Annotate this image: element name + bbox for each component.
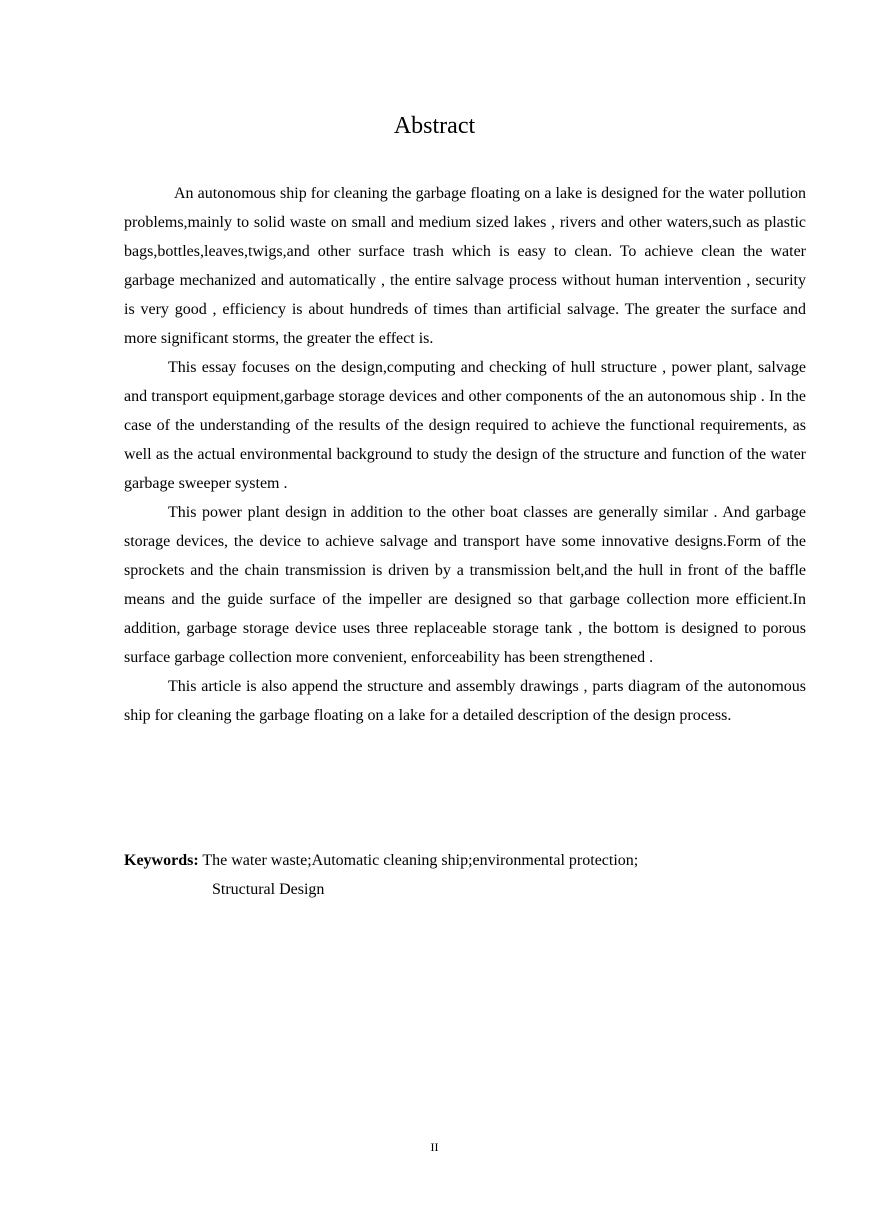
abstract-title: Abstract	[393, 113, 476, 139]
page-number: II	[430, 1140, 439, 1154]
abstract-paragraph-2: This essay focuses on the design,computing and checking of hull structure , power plant, salvage and transport equipment,garbage storage devices and other components of the an autonomous ship . In the case of the understanding of the results of the design required to achieve the functional requirements, as well as the actual environmental background to study the design of the structure and function of the water garbage sweeper system .	[124, 359, 806, 492]
abstract-paragraph-1: An autonomous ship for cleaning the garbage floating on a lake is designed for the water pollution problems,mainly to solid waste on small and medium sized lakes , rivers and other waters,such as plastic bags,bottles,leaves,twigs,and other surface trash which is easy to clean. To achieve clean the water garbage mechanized and automatically , the entire salvage process without human intervention , security is very good , efficiency is about hundreds of times than artificial salvage. The greater the surface and more significant storms, the greater the effect is.	[124, 185, 806, 347]
keywords-block	[124, 846, 806, 904]
keywords-label: Keywords:	[124, 852, 199, 869]
keywords-values: The water waste;Automatic cleaning ship;environmental protection;	[202, 852, 639, 869]
abstract-body	[124, 179, 806, 730]
abstract-paragraph-4: This article is also append the structure and assembly drawings , parts diagram of the autonomous ship for cleaning the garbage floating on a lake for a detailed description of the design process.	[124, 678, 806, 724]
abstract-paragraph-3: This power plant design in addition to the other boat classes are generally similar . And garbage storage devices, the device to achieve salvage and transport have some innovative designs.Form of the sprockets and the chain transmission is driven by a transmission belt,and the hull in front of the baffle means and the guide surface of the impeller are designed so that garbage collection more efficient.In addition, garbage storage device uses three replaceable storage tank , the bottom is designed to porous surface garbage collection more convenient, enforceability has been strengthened .	[124, 504, 806, 666]
keywords-line	[124, 846, 806, 875]
keywords-continuation: Structural Design	[212, 881, 325, 898]
